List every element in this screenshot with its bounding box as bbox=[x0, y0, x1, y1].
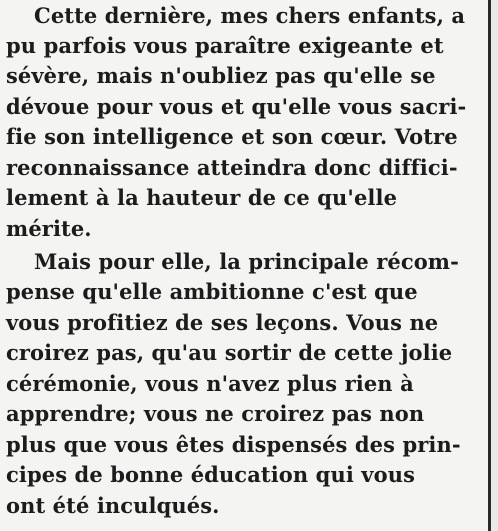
text-line: dévoue pour vous et qu'elle vous sacri- bbox=[6, 94, 467, 119]
text-line: vous profitiez de ses leçons. Vous ne bbox=[6, 310, 439, 335]
text-line: pu parfois vous paraître exigeante et bbox=[6, 33, 444, 58]
text-line: Mais pour elle, la principale récom- bbox=[34, 249, 459, 274]
text-line: plus que vous êtes dispensés des prin- bbox=[6, 432, 461, 457]
text-line: cérémonie, vous n'avez plus rien à bbox=[6, 371, 414, 396]
text-line: pense qu'elle ambitionne c'est que bbox=[6, 279, 418, 304]
text-line: sévère, mais n'oubliez pas qu'elle se bbox=[6, 63, 436, 88]
text-line: Cette dernière, mes chers enfants, a bbox=[34, 3, 466, 28]
text-line: ont été inculqués. bbox=[6, 493, 220, 518]
text-line: fie son intelligence et son cœur. Votre bbox=[6, 124, 458, 149]
text-line: croirez pas, qu'au sortir de cette jolie bbox=[6, 340, 453, 365]
text-line: apprendre; vous ne croirez pas non bbox=[6, 401, 425, 426]
text-line: cipes de bonne éducation qui vous bbox=[6, 462, 416, 487]
page-edge bbox=[491, 0, 498, 531]
text-line: reconnaissance atteindra donc diffici- bbox=[6, 155, 458, 180]
text-line: lement à la hauteur de ce qu'elle bbox=[6, 185, 398, 210]
text-line: mérite. bbox=[6, 216, 92, 241]
